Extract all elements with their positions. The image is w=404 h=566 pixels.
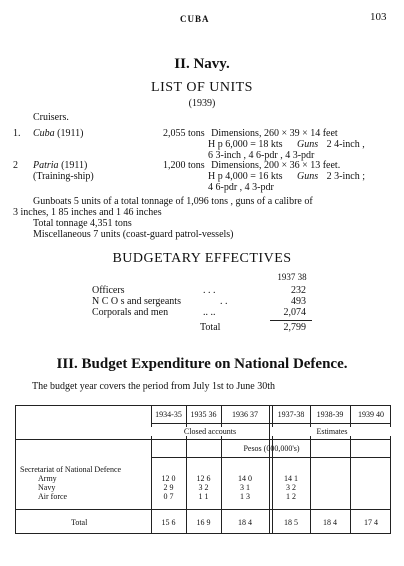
page-number: 103 xyxy=(370,11,387,23)
ship-power: H p 4,000 = 16 kts xyxy=(208,171,283,182)
table-cell: 0 7 xyxy=(163,492,174,501)
ship-spec-line-3: 4 6-pdr , 4 3-pdr xyxy=(208,182,274,193)
budgetary-year-header: 1937 38 xyxy=(277,272,307,282)
budgetary-label: N C O s and sergeants xyxy=(92,296,181,307)
total-label: Total xyxy=(71,518,88,527)
leader-dots: .. .. xyxy=(203,307,216,318)
total-cell: 15 6 xyxy=(161,518,176,527)
budgetary-title: BUDGETARY EFFECTIVES xyxy=(112,251,292,266)
total-cell: 18 4 xyxy=(323,518,337,527)
table-rule xyxy=(151,457,390,458)
budgetary-value: 232 xyxy=(291,285,306,296)
year-header: 1939 40 xyxy=(358,410,384,419)
leader-dots: . . xyxy=(220,296,228,307)
unit-label: Pesos (000,000's) xyxy=(243,444,300,453)
budgetary-label: Corporals and men xyxy=(92,307,169,318)
table-cell: 2 9 xyxy=(163,483,174,492)
table-rule xyxy=(310,406,311,533)
row-label: Army xyxy=(38,474,57,483)
ship-name-line xyxy=(33,160,87,171)
closed-accounts-header: Closed accounts xyxy=(151,427,269,436)
leader-dots: . . . xyxy=(203,285,216,296)
sum-rule xyxy=(270,320,312,321)
table-cell: 12 0 xyxy=(161,474,176,483)
ship-dimensions: Dimensions, 260 × 39 × 14 feet xyxy=(211,128,338,139)
year-header: 1937-38 xyxy=(277,410,305,419)
total-cell: 17 4 xyxy=(364,518,378,527)
ship-subtitle: (Training-ship) xyxy=(33,171,94,182)
estimates-header: Estimates xyxy=(272,427,392,436)
total-cell: 18 4 xyxy=(238,518,252,527)
ship-year: (1911) xyxy=(61,160,88,171)
table-cell: 14 0 xyxy=(238,474,252,483)
budgetary-total-value: 2,799 xyxy=(283,322,306,333)
ship-spec-line-3: 6 3-inch , 4 6-pdr , 4 3-pdr xyxy=(208,150,315,161)
table-cell: 1 2 xyxy=(286,492,296,501)
ship-guns: 2 4-inch , xyxy=(326,139,365,150)
total-cell: 16 9 xyxy=(196,518,211,527)
table-rule xyxy=(16,509,390,510)
table-rule xyxy=(151,406,152,533)
ship-number: 2 xyxy=(13,160,18,171)
guns-label: Guns xyxy=(297,139,319,150)
navy-heading: II. Navy. xyxy=(174,56,230,72)
ship-year: (1911) xyxy=(57,128,84,139)
budgetary-value: 493 xyxy=(291,296,306,307)
table-cell: 12 6 xyxy=(196,474,211,483)
gunboats-line-1: Gunboats 5 units of a total tonnage of 1,096 tons , guns of a calibre of xyxy=(33,196,313,207)
expenditure-table xyxy=(15,405,391,534)
ship-name-line xyxy=(33,128,83,139)
table-cell: 3 2 xyxy=(286,483,296,492)
ship-name: Patria xyxy=(33,160,59,171)
ship-spec-line-2 xyxy=(208,171,365,182)
guns-label: Guns xyxy=(297,171,319,182)
running-head: CUBA xyxy=(180,14,210,24)
budgetary-label: Officers xyxy=(92,285,125,296)
total-cell: 18 5 xyxy=(284,518,298,527)
table-cell: 1 3 xyxy=(240,492,250,501)
table-rule xyxy=(350,406,351,533)
table-cell: 1 1 xyxy=(198,492,209,501)
year-header: 1934-35 xyxy=(155,410,182,419)
cruisers-label: Cruisers. xyxy=(33,112,69,123)
year-header: 1936 37 xyxy=(232,410,258,419)
table-rule xyxy=(186,406,187,533)
table-cell: 14 1 xyxy=(284,474,298,483)
ship-tonnage: 1,200 tons xyxy=(163,160,205,171)
expenditure-heading: III. Budget Expenditure on National Defence. xyxy=(56,356,348,372)
row-label: Air force xyxy=(38,492,68,501)
table-rule xyxy=(272,406,273,533)
gunboats-line-2: 3 inches, 1 85 inches and 1 46 inches xyxy=(13,207,162,218)
table-rule xyxy=(16,439,390,440)
list-year: (1939) xyxy=(188,98,216,109)
list-of-units-title: LIST OF UNITS xyxy=(151,80,253,95)
year-header: 1938-39 xyxy=(316,410,344,419)
total-tonnage: Total tonnage 4,351 tons xyxy=(33,218,132,229)
section-label: Secretariat of National Defence xyxy=(20,465,122,474)
expenditure-intro: The budget year covers the period from July 1st to June 30th xyxy=(32,381,275,392)
table-rule xyxy=(151,423,390,424)
budgetary-value: 2,074 xyxy=(283,307,306,318)
ship-number: 1. xyxy=(13,128,21,139)
ship-tonnage: 2,055 tons xyxy=(163,128,205,139)
row-label: Navy xyxy=(38,483,56,492)
ship-spec-line-1 xyxy=(163,128,338,139)
ship-dimensions: Dimensions, 200 × 36 × 13 feet. xyxy=(211,160,341,171)
budgetary-total-label: Total xyxy=(200,322,221,333)
year-header: 1935 36 xyxy=(190,410,217,419)
ship-guns: 2 3-inch ; xyxy=(326,171,365,182)
table-cell: 3 2 xyxy=(198,483,209,492)
table-rule xyxy=(269,406,270,533)
ship-power: H p 6,000 = 18 kts xyxy=(208,139,283,150)
miscellaneous: Miscellaneous 7 units (coast-guard patrol-vessels) xyxy=(33,229,234,240)
ship-name: Cuba xyxy=(33,128,55,139)
ship-spec-line-2 xyxy=(208,139,365,150)
table-cell: 3 1 xyxy=(240,483,250,492)
ship-spec-line-1 xyxy=(163,160,340,171)
table-rule xyxy=(221,406,222,533)
